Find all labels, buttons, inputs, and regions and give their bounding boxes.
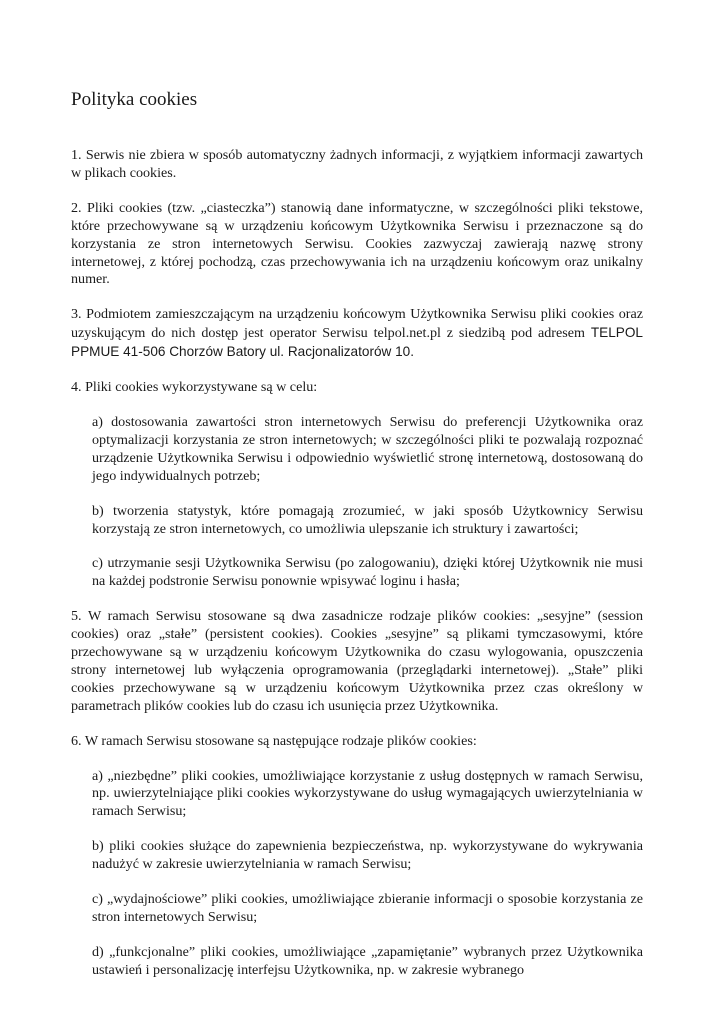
paragraph-4: 4. Pliki cookies wykorzystywane są w celu:: [71, 379, 318, 396]
paragraph-6c: c) „wydajnościowe” pliki cookies, umożliwiające zbieranie informacji o sposobie korzystania ze stron internetowych Serwisu;: [92, 891, 643, 925]
page-title: Polityka cookies: [71, 89, 198, 110]
paragraph-1: 1. Serwis nie zbiera w sposób automatyczny żadnych informacji, z wyjątkiem informacji zawartych w plikach cookies.: [71, 147, 643, 181]
paragraph-6a: a) „niezbędne” pliki cookies, umożliwiające korzystanie z usług dostępnych w ramach Serwisu, np. uwierzytelniające pliki cookies wykorzystywane do usług wymagających uwierzytelniania w ramach Serwisu;: [92, 767, 643, 820]
paragraph-4a: a) dostosowania zawartości stron internetowych Serwisu do preferencji Użytkownika oraz optymalizacji korzystania ze stron internetowych; w szczególności pliki te pozwalają rozpoznać urządzenie Użytkownika Serwisu i odpowiednio wyświetlić stronę internetową, dostosowaną do jego indywidualnych potrzeb;: [92, 413, 643, 484]
paragraph-3-text: 3. Podmiotem zamieszczającym na urządzeniu końcowym Użytkownika Serwisu pliki cookies oraz uzyskującym do nich dostęp jest operator Serwisu telpol.net.pl z siedzibą pod adresem: [71, 306, 643, 342]
paragraph-5: 5. W ramach Serwisu stosowane są dwa zasadnicze rodzaje plików cookies: „sesyjne” (session cookies) oraz „stałe” (persistent cookies). Cookies „sesyjne” są plikami tymczasowymi, które przechowywane są w urządzeniu końcowym Użytkownika do czasu wylogowania, opuszczenia strony internetowej lub wyłączenia oprogramowania (przeglądarki internetowej). „Stałe” pliki cookies przechowywane są w urządzeniu końcowym Użytkownika przez czas określony w parametrach plików cookies lub do czasu ich usunięcia przez Użytkownika.: [71, 608, 643, 714]
paragraph-6d: d) „funkcjonalne” pliki cookies, umożliwiające „zapamiętanie” wybranych przez Użytkownika ustawień i personalizację interfejsu Użytkownika, np. w zakresie wybranego: [92, 943, 643, 978]
paragraph-3: [71, 306, 643, 362]
paragraph-2: 2. Pliki cookies (tzw. „ciasteczka”) stanowią dane informatyczne, w szczególności pliki tekstowe, które przechowywane są w urządzeniu końcowym Użytkownika Serwisu i przeznaczone są do korzystania ze stron internetowych Serwisu. Cookies zazwyczaj zawierają nazwę strony internetowej, z której pochodzą, czas przechowywania ich na urządzeniu końcowym oraz unikalny numer.: [71, 199, 643, 288]
paragraph-6b: b) pliki cookies służące do zapewnienia bezpieczeństwa, np. wykorzystywane do wykrywania nadużyć w zakresie uwierzytelniania w ramach Serwisu;: [92, 838, 643, 873]
paragraph-4c: c) utrzymanie sesji Użytkownika Serwisu (po zalogowaniu), dzięki której Użytkownik nie musi na każdej podstronie Serwisu ponownie wpisywać loginu i hasła;: [92, 555, 643, 590]
company-address: TELPOL PPMUE 41-506 Chorzów Batory ul. Racjonalizatorów 10.: [71, 325, 643, 360]
paragraph-6: 6. W ramach Serwisu stosowane są następujące rodzaje plików cookies:: [71, 732, 477, 749]
document-body: [71, 147, 643, 997]
paragraph-4b: b) tworzenia statystyk, które pomagają zrozumieć, w jaki sposób Użytkownicy Serwisu korzystają ze stron internetowych, co umożliwia ulepszanie ich struktury i zawartości;: [92, 502, 643, 537]
